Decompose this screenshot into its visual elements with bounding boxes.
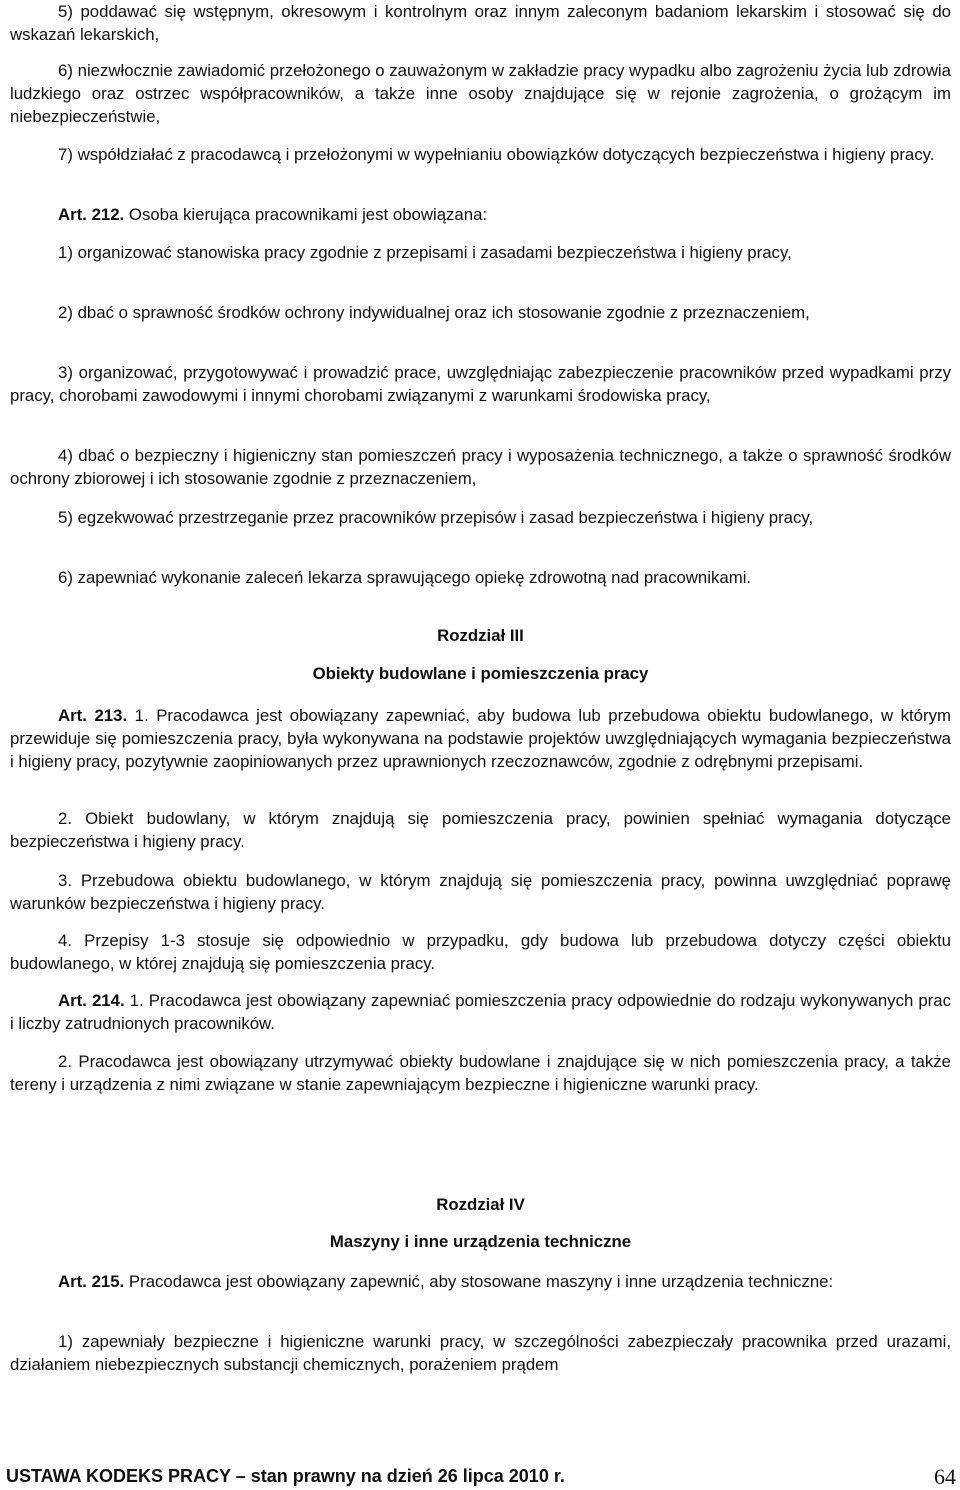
item-7-top: 7) współdziałać z pracodawcą i przełożonymi w wypełnianiu obowiązków dotyczących bezpieczeństwa i higieny pracy. — [58, 145, 935, 164]
art-214-para-2 — [10, 1050, 951, 1096]
art-214-p2-num: 2. — [58, 1052, 72, 1071]
art-212-intro — [10, 203, 951, 226]
art-212-item-4: 4) dbać o bezpieczny i higieniczny stan pomieszczeń pracy i wyposażenia technicznego, a także o sprawność środków ochrony zbiorowej i ich stosowanie zgodnie z przeznaczeniem, — [10, 446, 951, 488]
art-214-p1-text: Pracodawca jest obowiązany zapewniać pomieszczenia pracy odpowiednie do rodzaju wykonywanych prac i liczby zatrudnionych pracowników. — [10, 991, 951, 1033]
art-212-label: Art. 212. — [58, 205, 125, 224]
item-6-top: 6) niezwłocznie zawiadomić przełożonego o zauważonym w zakładzie pracy wypadku albo zagrożeniu życia lub zdrowia ludzkiego oraz ostrzec współpracowników, a także inne osoby znajdujące się w rejonie zagrożenia, o grożącym im niebezpieczeństwie, — [10, 61, 951, 126]
art-213-para-2 — [10, 807, 951, 853]
art-215-item-1: 1) zapewniały bezpieczne i higieniczne warunki pracy, w szczególności zabezpieczały pracownika przed urazami, działaniem niebezpiecznych substancji chemicznych, porażeniem prądem — [10, 1332, 951, 1374]
art-213-p2-text: Obiekt budowlany, w którym znajdują się pomieszczenia pracy, powinien spełniać wymagania dotyczące bezpieczeństwa i higieny pracy. — [10, 809, 951, 851]
art-213-p3-num: 3. — [58, 871, 72, 890]
page-number: 64 — [934, 1464, 956, 1489]
art-213-p2-num: 2. — [58, 809, 72, 828]
art-213-label: Art. 213. — [58, 706, 128, 725]
art-213-p1-text: Pracodawca jest obowiązany zapewniać, aby budowa lub przebudowa obiektu budowlanego, w którym przewiduje się pomieszczenia pracy, była wykonywana na podstawie projektów uwzględniających wymagania bezpieczeństwa i higieny pracy, pozytywnie zaopiniowanych przez uprawnionych rzeczoznawców, zgodnie z odrębnymi przepisami. — [10, 706, 951, 771]
art-214-p2-text: Pracodawca jest obowiązany utrzymywać obiekty budowlane i znajdujące się w nich pomieszczenia pracy, a także tereny i urządzenia z nimi związane w stanie zapewniającym bezpieczne i higieniczne warunki pracy. — [10, 1052, 951, 1094]
chapter-3-title: Rozdział III — [437, 626, 524, 645]
art-212-intro-text: Osoba kierująca pracownikami jest obowiązana: — [128, 205, 488, 224]
art-212-item-1: 1) organizować stanowiska pracy zgodnie z przepisami i zasadami bezpieczeństwa i higieny pracy, — [58, 243, 792, 262]
art-213-p4-num: 4. — [58, 931, 72, 950]
art-214-label: Art. 214. — [58, 991, 125, 1010]
art-213-p4-text: Przepisy 1-3 stosuje się odpowiednio w przypadku, gdy budowa lub przebudowa dotyczy części obiektu budowlanego, w której znajdują się pomieszczenia pracy. — [10, 931, 951, 973]
art-215-intro-text: Pracodawca jest obowiązany zapewnić, aby stosowane maszyny i inne urządzenia techniczne: — [128, 1272, 834, 1291]
art-212-item-5: 5) egzekwować przestrzeganie przez pracowników przepisów i zasad bezpieczeństwa i higieny pracy, — [58, 508, 814, 527]
item-5-top: 5) poddawać się wstępnym, okresowym i kontrolnym oraz innym zaleconym badaniom lekarskim i stosować się do wskazań lekarskich, — [10, 2, 951, 44]
art-215-label: Art. 215. — [58, 1272, 125, 1291]
art-212-item-6: 6) zapewniać wykonanie zaleceń lekarza sprawującego opiekę zdrowotną nad pracownikami. — [58, 568, 752, 587]
art-212-item-2: 2) dbać o sprawność środków ochrony indywidualnej oraz ich stosowanie zgodnie z przeznaczeniem, — [58, 303, 810, 322]
art-213-p3-text: Przebudowa obiektu budowlanego, w którym znajdują się pomieszczenia pracy, powinna uwzględniać poprawę warunków bezpieczeństwa i higieny pracy. — [10, 871, 951, 913]
art-213-para-4 — [10, 929, 951, 975]
art-213-p1-num: 1. — [134, 706, 149, 725]
art-214-p1-num: 1. — [129, 991, 144, 1010]
art-213-para-3 — [10, 869, 951, 915]
art-215-intro — [10, 1270, 951, 1293]
footer-title: USTAWA KODEKS PRACY – stan prawny na dzień 26 lipca 2010 r. — [6, 1466, 565, 1486]
chapter-3-subtitle: Obiekty budowlane i pomieszczenia pracy — [312, 664, 649, 683]
chapter-4-title: Rozdział IV — [436, 1195, 525, 1214]
art-212-item-3: 3) organizować, przygotowywać i prowadzić prace, uwzględniając zabezpieczenie pracowników przed wypadkami przy pracy, chorobami zawodowymi i innymi chorobami związanymi z warunkami środowiska pracy, — [10, 363, 951, 405]
chapter-4-subtitle: Maszyny i inne urządzenia techniczne — [329, 1232, 632, 1251]
art-214-para-1 — [10, 989, 951, 1035]
art-213-para-1 — [10, 704, 951, 773]
